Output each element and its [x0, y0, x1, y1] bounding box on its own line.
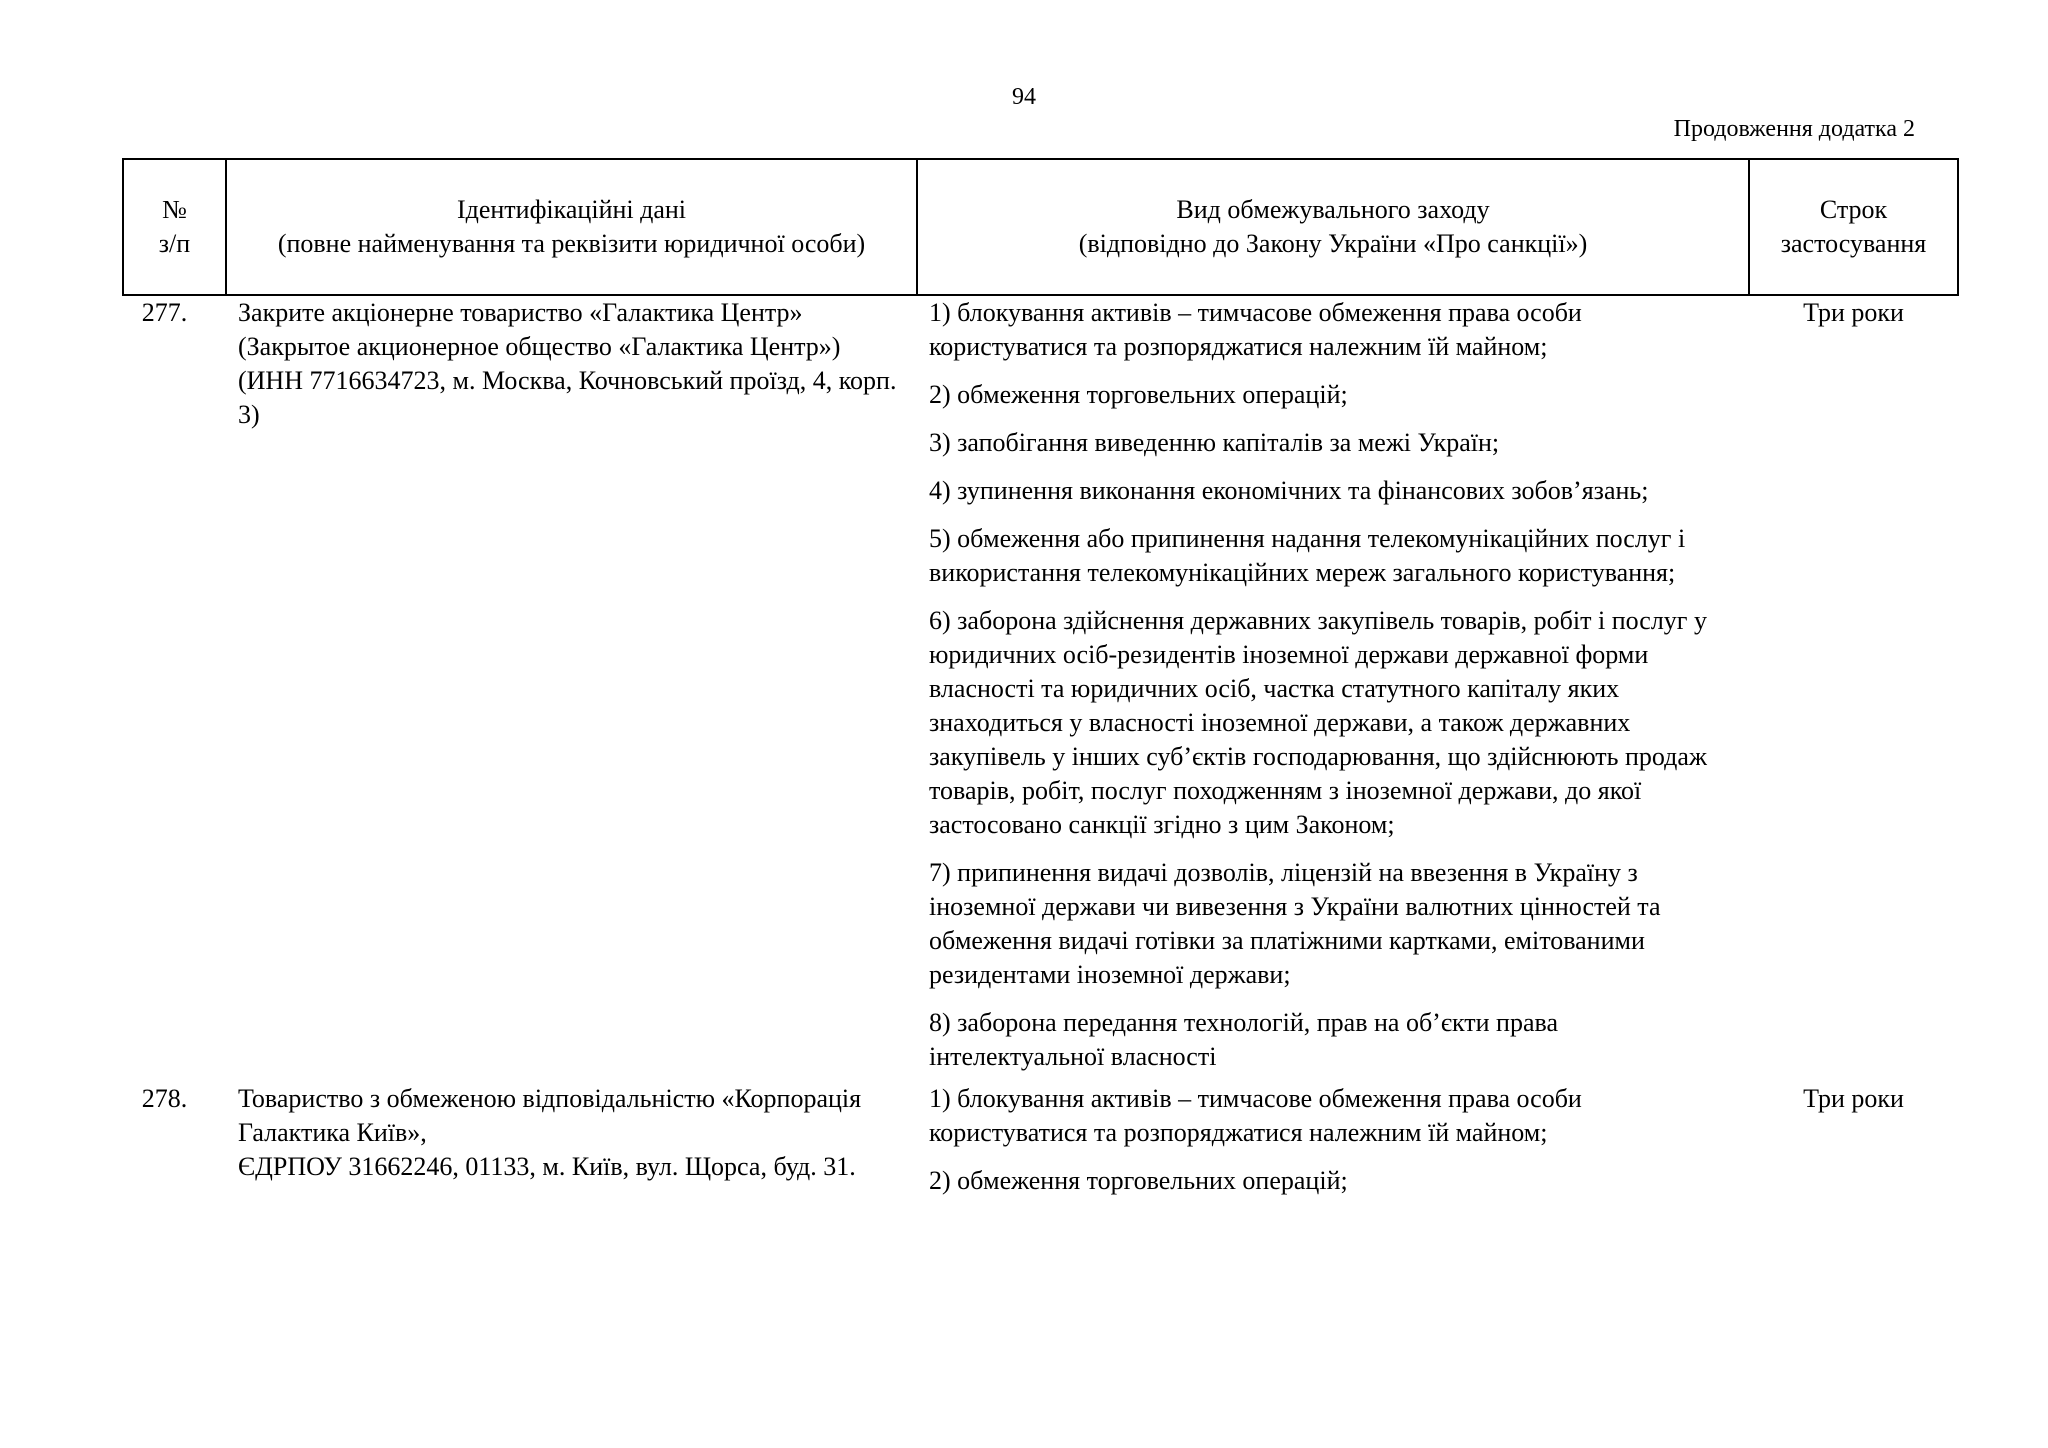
identification-cell [226, 295, 917, 1082]
table-row [123, 1082, 1958, 1212]
identification-line: Товариство з обмеженою відповідальністю «Корпорація Галактика Київ», [238, 1084, 862, 1147]
measure-cell [917, 295, 1749, 1082]
header-identification-line: Ідентифікаційні дані [456, 195, 687, 224]
header-measure-line: (відповідно до Закону України «Про санкції») [1078, 229, 1588, 258]
page-number: 94 [1012, 84, 1036, 110]
measure-item: 6) заборона здійснення державних закупівель товарів, робіт і послуг у юридичних осіб-резидентів іноземної держави державної форми власності та юридичних осіб, частка статутного капіталу яких знаходиться у власності іноземної держави, а також державних закупівель у інших суб’єктів господарювання, що здійснюють продаж товарів, робіт, послуг походженням з іноземної держави, до якої застосовано санкції згідно з цим Законом; [929, 606, 1707, 839]
sanctions-table [122, 158, 1959, 1212]
header-measure-line: Вид обмежувального заходу [1176, 195, 1490, 224]
appendix-continuation-note: Продовження додатка 2 [1673, 116, 1915, 142]
table-row [123, 295, 1958, 1082]
header-term-line: Строк [1819, 195, 1888, 224]
term-cell: Три роки [1803, 298, 1904, 327]
identification-line: ЄДРПОУ 31662246, 01133, м. Київ, вул. Щорса, буд. 31. [238, 1152, 856, 1181]
measure-item: 7) припинення видачі дозволів, ліцензій на ввезення в Україну з іноземної держави чи вивезення з України валютних цінностей та обмеження видачі готівки за платіжними картками, емітованими резидентами іноземної держави; [929, 858, 1661, 989]
measure-item: 2) обмеження торговельних операцій; [929, 380, 1348, 409]
table-body [123, 295, 1958, 1212]
measure-item: 5) обмеження або припинення надання телекомунікаційних послуг і використання телекомунікаційних мереж загального користування; [929, 524, 1686, 587]
identification-line: (Закрытое акционерное общество «Галактика Центр») [238, 332, 841, 361]
header-term-line: застосування [1780, 229, 1927, 258]
table-header [123, 159, 1958, 295]
header-measure [917, 159, 1749, 295]
row-number: 278. [141, 1084, 188, 1113]
identification-line: (ИНН 7716634723, м. Москва, Кочновський проїзд, 4, корп. 3) [238, 366, 897, 429]
measure-item: 3) запобігання виведенню капіталів за межі Україн; [929, 428, 1500, 457]
measure-item: 8) заборона передання технологій, прав на об’єкти права інтелектуальної власності [929, 1008, 1558, 1071]
identification-line: Закрите акціонерне товариство «Галактика Центр» [238, 298, 803, 327]
measure-cell [917, 1082, 1749, 1212]
measure-item: 1) блокування активів – тимчасове обмеження права особи користуватися та розпоряджатися належним їй майном; [929, 1084, 1582, 1147]
term-cell: Три роки [1803, 1084, 1904, 1113]
header-number-line: № [162, 195, 187, 224]
identification-cell [226, 1082, 917, 1212]
measure-item: 2) обмеження торговельних операцій; [929, 1166, 1348, 1195]
row-number: 277. [141, 298, 188, 327]
header-number-line: з/п [158, 229, 191, 258]
measure-item: 1) блокування активів – тимчасове обмеження права особи користуватися та розпоряджатися належним їй майном; [929, 298, 1582, 361]
measure-item: 4) зупинення виконання економічних та фінансових зобов’язань; [929, 476, 1649, 505]
header-number [123, 159, 226, 295]
header-term [1749, 159, 1958, 295]
header-identification [226, 159, 917, 295]
header-identification-line: (повне найменування та реквізити юридичної особи) [277, 229, 866, 258]
